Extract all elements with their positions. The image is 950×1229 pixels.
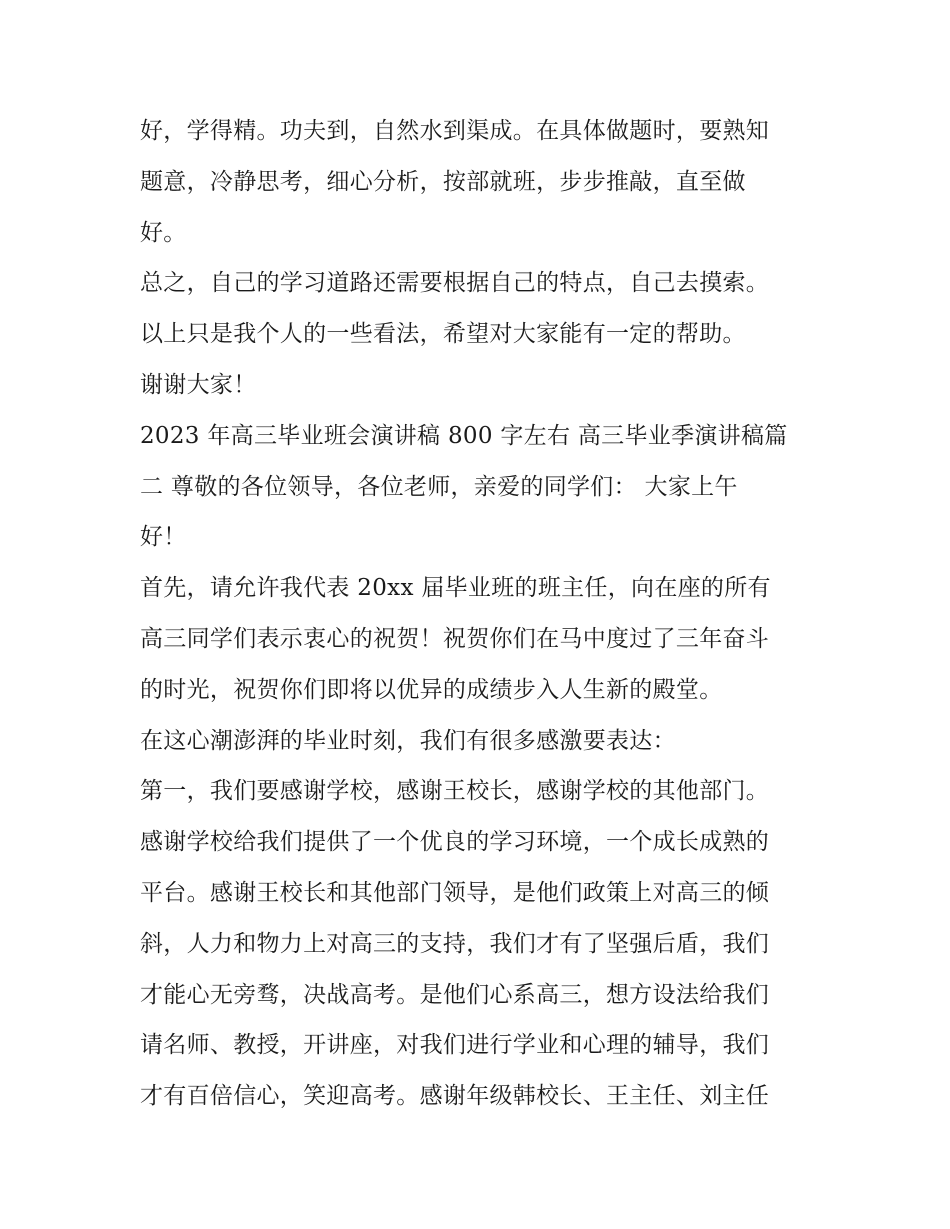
text-line: 请名师、教授，开讲座，对我们进行学业和心理的辅导，我们 (140, 1032, 770, 1059)
text-line: 斜，人力和物力上对高三的支持，我们才有了坚强后盾，我们 (140, 930, 770, 957)
text-line: 才能心无旁骛，决战高考。是他们心系高三，想方设法给我们 (140, 981, 770, 1008)
text-line: 的时光，祝贺你们即将以优异的成绩步入人生新的殿堂。 (140, 676, 723, 703)
text-line: 题意，冷静思考，细心分析，按部就班，步步推敲，直至做 (140, 168, 746, 195)
text-line: 首先，请允许我代表 20xx 届毕业班的班主任，向在座的所有 (140, 575, 771, 602)
text-line: 高三同学们表示衷心的祝贺！祝贺你们在马中度过了三年奋斗 (140, 625, 770, 652)
text-line: 好，学得精。功夫到，自然水到渠成。在具体做题时，要熟知 (140, 118, 770, 144)
text-line: 平台。感谢王校长和其他部门领导，是他们政策上对高三的倾 (140, 879, 770, 906)
heading-line: 二 尊敬的各位领导，各位老师，亲爱的同学们： 大家上午 (140, 473, 738, 500)
text-line: 以上只是我个人的一些看法，希望对大家能有一定的帮助。 (140, 321, 746, 348)
text-line: 谢谢大家！ (140, 371, 257, 398)
text-line: 总之，自己的学习道路还需要根据自己的特点，自己去摸索。 (140, 270, 770, 297)
heading-line: 2023 年高三毕业班会演讲稿 800 字左右 高三毕业季演讲稿篇 (140, 422, 788, 449)
text-line: 第一，我们要感谢学校，感谢王校长，感谢学校的其他部门。 (140, 778, 770, 805)
text-line: 好！ (140, 524, 187, 551)
text-line: 感谢学校给我们提供了一个优良的学习环境，一个成长成熟的 (140, 829, 770, 856)
text-line: 好。 (140, 219, 187, 246)
text-line: 在这心潮澎湃的毕业时刻，我们有很多感激要表达： (140, 727, 676, 754)
body-text (140, 106, 830, 1122)
text-line: 才有百倍信心，笑迎高考。感谢年级韩校长、王主任、刘主任 (140, 1083, 770, 1110)
